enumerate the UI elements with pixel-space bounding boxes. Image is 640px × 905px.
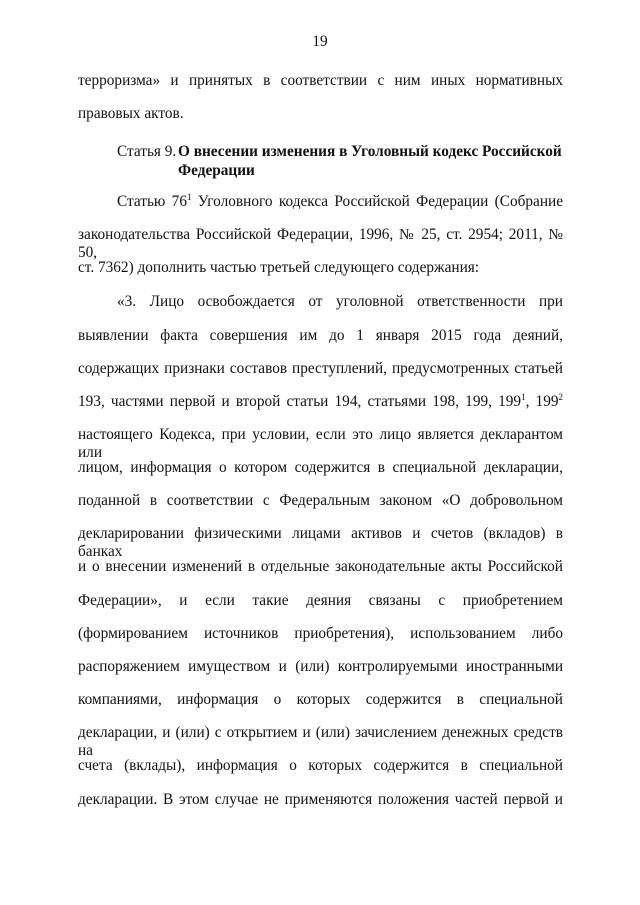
page-number: 19 [312, 33, 328, 50]
text-segment: Уголовного кодекса Российской Федерации (Собрание [191, 193, 563, 210]
text-segment: лицом, информация о котором содержится в специальной декларации, [78, 459, 563, 476]
text-segment: выявлении факта совершения им до 1 января 2015 года деяний, [78, 327, 563, 344]
article-title: О внесении изменения в Уголовный кодекс Российской [178, 143, 562, 160]
text-line [78, 426, 563, 461]
text-segment: поданной в соответствии с Федеральным законом «О добровольном [78, 492, 563, 509]
text-line [78, 525, 563, 560]
text-segment: законодательства Российской Федерации, 1996, № 25, ст. 2954; 2011, № 50, [78, 226, 563, 261]
text-segment: распоряжением имуществом и (или) контролируемыми иностранными [78, 658, 563, 675]
text-line [117, 293, 563, 311]
text-line [78, 558, 563, 576]
text-segment: и о внесении изменений в отдельные законодательные акты Российской [78, 558, 563, 575]
text-segment: 193, частями первой и второй статьи 194, статьями 198, 199, 199 [78, 393, 522, 410]
text-segment: декларации, и (или) с открытием и (или) зачислением денежных средств на [78, 724, 563, 759]
text-segment: Федерации», и если такие деяния связаны с приобретением [78, 592, 563, 609]
text-segment: Статью 76 [117, 193, 187, 210]
text-segment: правовых актов. [78, 105, 184, 122]
text-line [78, 393, 563, 411]
text-segment: , 199 [525, 393, 559, 410]
text-line [78, 459, 563, 477]
text-line [78, 72, 563, 90]
text-line [78, 724, 563, 759]
text-line [78, 259, 563, 277]
article-label: Статья 9. [117, 143, 177, 160]
superscript: 1 [521, 392, 526, 402]
text-segment: «3. Лицо освобождается от уголовной ответственности при [117, 293, 563, 310]
article-title-cont: Федерации [178, 162, 255, 179]
text-line [78, 105, 563, 123]
text-line [78, 658, 563, 676]
text-segment: декларации. В этом случае не применяются положения частей первой и [78, 791, 563, 808]
superscript: 1 [186, 192, 192, 202]
text-line [78, 360, 563, 378]
article-heading [117, 142, 562, 180]
text-segment: (формированием источников приобретения), использованием либо [78, 625, 563, 642]
text-segment: компаниями, информация о которых содержится в специальной [78, 691, 563, 708]
text-line [78, 327, 563, 345]
text-segment: ст. 7362) дополнить частью третьей следующего содержания: [78, 259, 480, 276]
text-segment: настоящего Кодекса, при условии, если это лицо является декларантом или [78, 426, 563, 461]
text-line [117, 193, 563, 211]
text-line [78, 625, 563, 643]
text-line [78, 592, 563, 610]
text-line [78, 791, 563, 809]
text-segment: счета (вклады), информация о которых содержится в специальной [78, 757, 563, 774]
text-segment: содержащих признаки составов преступлений, предусмотренных статьей [78, 360, 563, 377]
text-segment: терроризма» и принятых в соответствии с ним иных нормативных [78, 72, 563, 89]
text-line [78, 757, 563, 775]
text-segment: декларировании физическими лицами активов и счетов (вкладов) в банках [78, 525, 563, 560]
text-line [78, 492, 563, 510]
superscript: 2 [558, 392, 563, 402]
text-line [78, 226, 563, 261]
text-line [78, 691, 563, 709]
